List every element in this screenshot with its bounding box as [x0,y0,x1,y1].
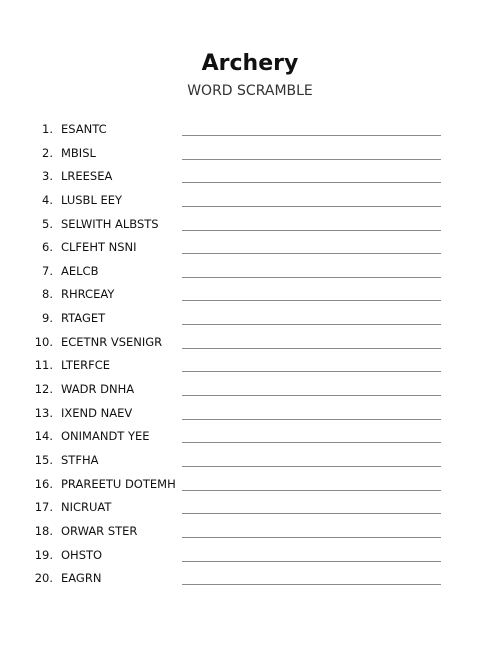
scrambled-word: LREESEA [61,169,113,184]
scrambled-word: ESANTC [61,122,107,136]
list-item [0,144,500,168]
answer-line[interactable] [182,159,441,160]
scrambled-word: AELCB [61,263,99,278]
list-item [0,522,500,546]
list-item [0,427,500,451]
answer-line[interactable] [182,324,441,325]
scrambled-word: WADR DNHA [61,382,135,397]
item-number: 13. [34,405,53,420]
list-item [0,285,500,309]
list-item [0,215,500,239]
item-number: 18. [34,523,53,538]
list-item [0,546,500,570]
item-number: 3. [42,169,53,184]
list-item [0,167,500,191]
scrambled-word: RTAGET [61,311,106,326]
item-number: 1. [42,122,53,136]
list-item [0,191,500,215]
scrambled-word: CLFEHT NSNI [61,240,137,255]
list-item [0,451,500,475]
scrambled-word: STFHA [61,452,99,467]
answer-line[interactable] [182,348,441,349]
list-item [0,238,500,262]
scrambled-word: EAGRN [61,571,102,586]
item-number: 12. [34,382,53,397]
item-number: 15. [34,452,53,467]
answer-line[interactable] [182,135,441,136]
list-item [0,356,500,380]
item-number: 5. [42,216,53,231]
item-number: 16. [34,476,53,491]
answer-line[interactable] [182,395,441,396]
scrambled-word: ONIMANDT YEE [61,429,150,444]
answer-line[interactable] [182,371,441,372]
answer-line[interactable] [182,277,441,278]
answer-line[interactable] [182,253,441,254]
item-number: 20. [34,571,53,586]
item-number: 14. [34,429,53,444]
scrambled-word: LTERFCE [61,358,111,373]
scrambled-word: MBISL [61,145,96,160]
list-item [0,475,500,499]
list-item [0,380,500,404]
item-number: 2. [42,145,53,160]
item-number: 19. [34,547,53,562]
scrambled-word: ECETNR VSENIGR [61,334,163,349]
answer-line[interactable] [182,584,441,585]
answer-line[interactable] [182,561,441,562]
item-number: 7. [42,263,53,278]
answer-line[interactable] [182,466,441,467]
item-number: 11. [34,358,53,373]
item-number: 6. [42,240,53,255]
answer-line[interactable] [182,419,441,420]
answer-line[interactable] [182,442,441,443]
scrambled-word: ORWAR STER [61,523,138,538]
answer-line[interactable] [182,513,441,514]
answer-line[interactable] [182,537,441,538]
scrambled-word: RHRCEAY [61,287,115,302]
scrambled-word: OHSTO [61,547,103,562]
item-number: 8. [42,287,53,302]
list-item [0,262,500,286]
scrambled-word: IXEND NAEV [61,405,133,420]
item-number: 17. [34,500,53,515]
list-item [0,404,500,428]
list-item [0,120,500,144]
answer-line[interactable] [182,206,441,207]
list-item [0,309,500,333]
list-item [0,498,500,522]
answer-line[interactable] [182,182,441,183]
scrambled-word: LUSBL EEY [61,192,123,207]
list-item [0,333,500,357]
answer-line[interactable] [182,300,441,301]
scrambled-word: PRAREETU DOTEMH [61,476,176,491]
page-subtitle: WORD SCRAMBLE [187,83,313,99]
scrambled-word: SELWITH ALBSTS [61,216,159,231]
answer-line[interactable] [182,490,441,491]
scrambled-word: NICRUAT [61,500,112,515]
list-item [0,569,500,593]
item-number: 4. [42,192,53,207]
page-title: Archery [201,51,299,76]
item-number: 9. [42,311,53,326]
answer-line[interactable] [182,230,441,231]
item-number: 10. [34,334,53,349]
word-list [0,120,500,593]
